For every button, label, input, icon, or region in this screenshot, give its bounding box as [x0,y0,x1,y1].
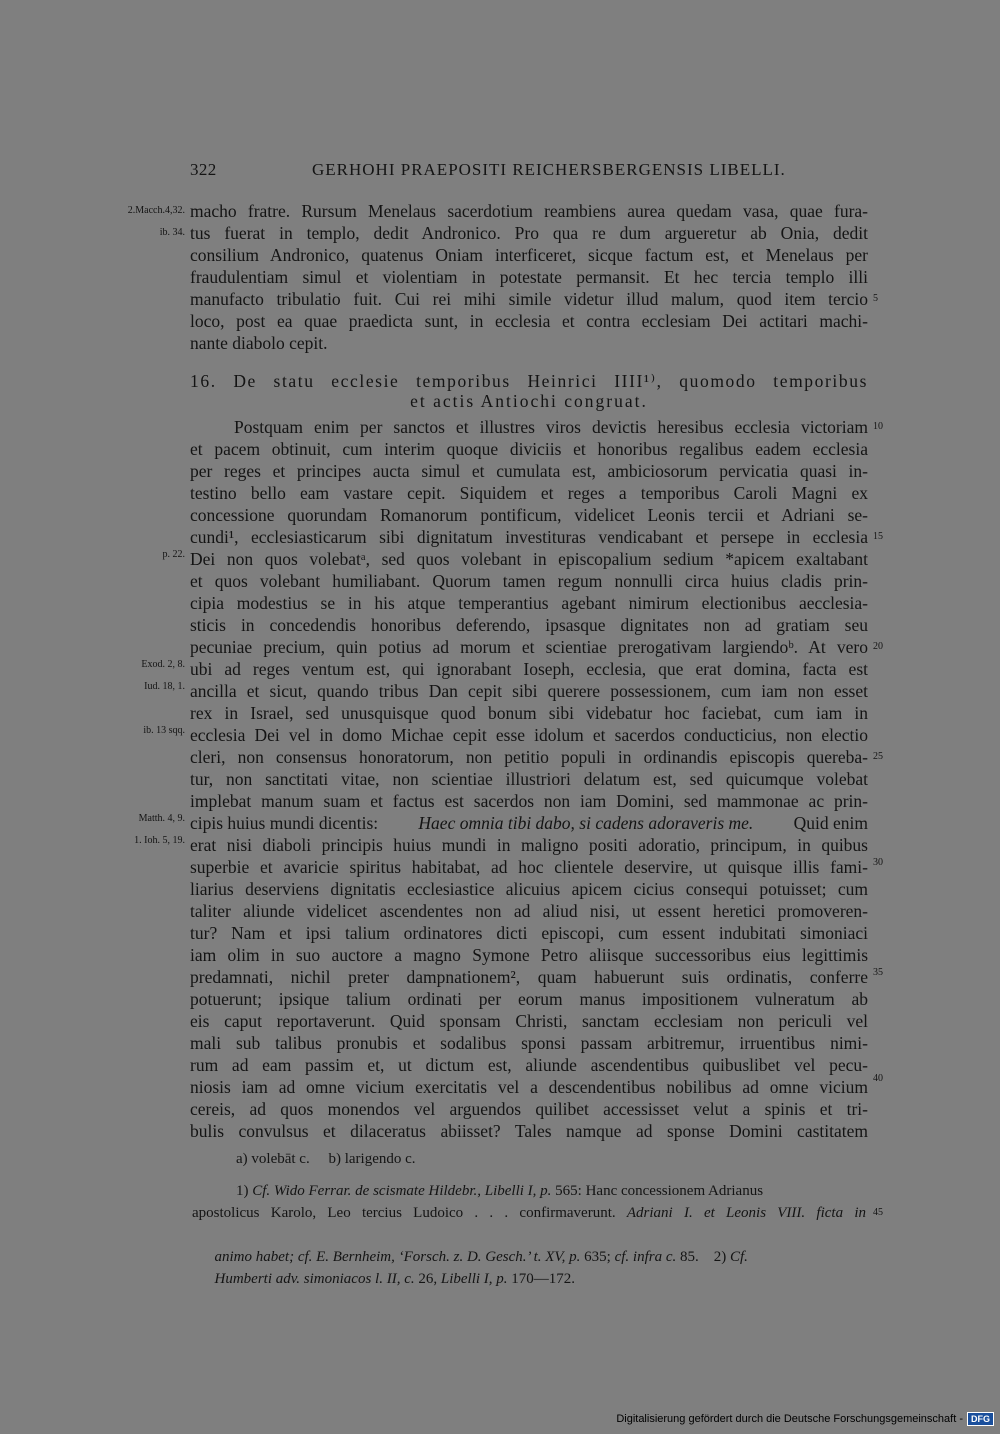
footnote-italic: animo habet; cf. E. Bernheim, ‘Forsch. z. D. Gesch.’ t. XV, p. [214,1249,581,1265]
text-line: Dei non quos volebatᵃ, sed quos volebant in episcopalium sedium *apicem exaltabant [190,549,868,569]
line-number: 25 [873,751,883,762]
text-line: loco, post ea quae praedicta sunt, in ecclesia et contra ecclesiam Dei actitari machi- [190,311,868,331]
text-line: ecclesia Dei vel in domo Michae cepit esse idolum et sacerdos conducticius, non electio [190,725,868,745]
text-line: ancilla et sicut, quando tribus Dan cepit sibi querere possessionem, cum iam non esset [190,681,868,701]
margin-ref: 2.Macch.4,32. [127,205,185,216]
text-line: cundi¹, ecclesiasticarum sibi dignitatum investituras vendicabant et persepe in ecclesia [190,527,868,547]
text-line: potuerunt; ipsique talium ordinati per eorum manus impositionem vulneratum ab [190,989,868,1009]
dfg-credit [616,1412,994,1426]
text-line: testino bello eam vastare cepit. Siquidem et reges a temporibus Caroli Magni ex [190,483,868,503]
line-number: 20 [873,641,883,652]
text-line: liarius deserviens dignitatis ecclesiastice alicuius apicem cicius consequi potuisset; cum [190,879,868,899]
quote-after: Quid enim [789,813,868,833]
margin-ref: p. 22. [162,549,185,560]
footnote-italic: Libelli I, p. [440,1271,508,1287]
line-number: 40 [873,1073,883,1084]
footnote-italic: cf. infra c. [614,1249,677,1265]
variant-readings: a) volebāt c. b) larigendo c. [236,1151,416,1167]
text-line: bulis convulsus et dilaceratus abiisset? Tales namque ad sponse Domini castitatem [190,1121,868,1141]
quote-intro: cipis huius mundi dicentis: [190,813,383,833]
text-line: et pacem obtinuit, cum interim quoque diviciis et honoribus regalibus eadem ecclesia [190,439,868,459]
line-number: 15 [873,531,883,542]
footnote-text: apostolicus Karolo, Leo tercius Ludoico . . . confirmaverunt. [192,1205,627,1221]
footnote-text: 1) [236,1183,253,1199]
text-line: eis caput reportaverunt. Quid sponsam Christi, sanctam ecclesiam non periculi vel [190,1011,868,1031]
text-line: fraudulentiam simul et violentiam in potestate permansit. Et hec tercia templo illi [190,267,868,287]
footnote-line [236,1180,763,1202]
text-line: tur? Nam et ipsi talium ordinatores dicti episcopi, cum essent indubitati simoniaci [190,923,868,943]
text-line: manufacto tribulatio fuit. Cui rei mihi simile videtur illud malum, quod item tercio [190,289,868,309]
text-line: pecuniae precium, quin potius ad morum et scientiae prerogativam largiendoᵇ. At vero [190,637,868,657]
footnote-italic: Adriani I. et Leonis VIII. ficta in [626,1205,866,1221]
footnote-line [192,1246,575,1312]
margin-ref: ib. 34. [159,227,185,238]
margin-ref: 1. Ioh. 5, 19. [134,835,185,846]
footnote-text: 85. 2) [676,1249,730,1265]
text-line: et quos volebant humiliabant. Quorum tamen regum nonnulli circa huius cladis prin- [190,571,868,591]
text-line: erat nisi diaboli principis huius mundi in maligno positi adoratio, principum, in quibus [190,835,868,855]
text-line: cipia modestius se in his atque temperantius agebant nimirum electionibus aecclesia- [190,593,868,613]
footnote-text: 565: Hanc concessionem Adrianus [551,1183,764,1199]
line-number: 10 [873,421,883,432]
text-line: cleri, non consensus honoratorum, non petitio populi in ordinandis episcopis querеba- [190,747,868,767]
text-line: rum ad eam passim et, ut dictum est, aliunde ascendentibus quibuslibet vel pecu- [190,1055,868,1075]
footnote-text: 170—172. [507,1271,576,1287]
text-line: sticis in concedendis honoribus deferendo, ipsasque dignitates non ad gratiam seu [190,615,868,635]
text-line: tur, non sanctitati vitae, non scientiae illustriori delatum est, sed quicumque volebat [190,769,868,789]
text-line-quote [190,812,868,834]
margin-ref: ib. 13 sqq. [143,725,185,736]
footnote-line [192,1202,866,1224]
footnote-text: 635; [580,1249,615,1265]
text-line: rex in Israel, sed unusquisque quod bonum sibi videbatur hoc faciebat, cum iam in [190,703,868,723]
text-line: implebat manum suam et factus est sacerdos non iam Domini, sed mammonae ac prin- [190,791,868,811]
text-line: nante diabolo cepit. [190,333,328,353]
heading-line-1: 16. De statu ecclesie temporibus Heinrici IIII¹⁾, quomodo temporibus [190,371,868,391]
margin-ref: Iud. 18, 1. [144,681,185,692]
text-line: concessione quorundam Romanorum pontificum, videlicet Leonis tercii et Adriani se- [190,505,868,525]
credit-text: Digitalisierung gefördert durch die Deutsche Forschungsgemeinschaft - [616,1413,963,1425]
line-number: 35 [873,967,883,978]
text-line: tus fuerat in templo, dedit Andronico. Pro qua re dum argueretur ab Onia, dedit [190,223,868,243]
text-line: consilium Andronico, quatenus Oniam interficeret, sicque factum est, et Menelaus per [190,245,868,265]
text-line: Postquam enim per sanctos et illustres viros devictis heresibus ecclesia victoriam [234,417,868,437]
margin-ref: Matth. 4, 9. [138,813,185,824]
footnote-italic: Humberti adv. simoniacos l. II, c. [214,1271,415,1287]
line-number: 5 [873,293,878,304]
text-line: ubi ad reges ventum est, qui ignorabant Ioseph, ecclesia, que erat domina, facta est [190,659,868,679]
footnote-italic: Cf. Wido Ferrar. de scismate Hildebr., Libelli I, p. [252,1183,552,1199]
text-line: iam olim in suo auctore a magno Symone Petro aliisque successoribus eius legittimis [190,945,868,965]
text-line: predamnati, nichil preter dampnationem², quam habuerunt suis ordinatis, conferre [190,967,868,987]
margin-ref: Exod. 2, 8. [141,659,185,670]
page-number: 322 [190,160,217,179]
running-title: GERHOHI PRAEPOSITI REICHERSBERGENSIS LIBELLI. [312,160,786,179]
footnote-text: 26, [414,1271,441,1287]
text-line: per reges et principes aucta simul et cumulata est, ambiciosorum pervicatia quasi in- [190,461,868,481]
text-line: cereis, ad quos monendos vel arguendos quilibet accessisset velut a spinis et tri- [190,1099,868,1119]
text-line: macho fratre. Rursum Menelaus sacerdotium reambiens aurea quedam vasa, quae fura- [190,201,868,221]
text-line: taliter aliunde videlicet ascendentes non ad aliud nisi, ut essent heretici promoveren- [190,901,868,921]
heading-line-2: et actis Antiochi congruat. [410,391,648,411]
dfg-logo-icon: DFG [967,1412,994,1426]
line-number: 45 [873,1207,883,1218]
text-line: mali sub talibus pronubis et sodalibus sponsi passam arbitremur, irruentibus nimi- [190,1033,868,1053]
text-line: niosis iam ad omne vicium exercitatis vel a descendentibus nobilibus ad omne vicium [190,1077,868,1097]
text-line: superbie et avaricie spiritus habitabat, ad hoc clientele deservire, ut quisque illis fami- [190,857,868,877]
line-number: 30 [873,857,883,868]
footnote-italic: Cf. [730,1249,748,1265]
quote-italic: Haec omnia tibi dabo, si cadens adoraveris me. [418,813,754,833]
